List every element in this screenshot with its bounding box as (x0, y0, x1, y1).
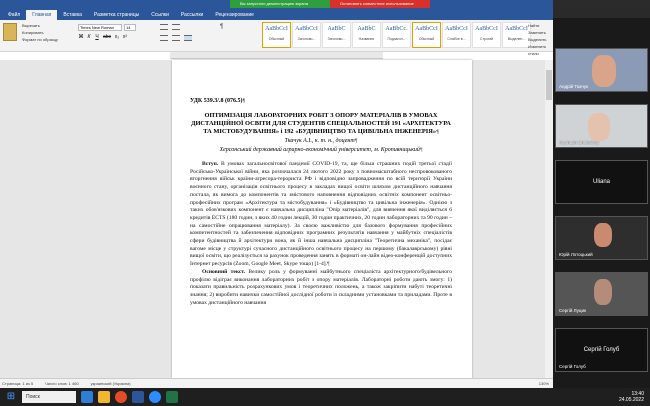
bullets-icon[interactable] (160, 24, 168, 30)
clock-time: 13:40 (631, 391, 644, 397)
system-clock[interactable] (619, 391, 650, 403)
word-icon[interactable] (132, 391, 144, 403)
author-line: Ткачук А.І., к. т. н., доцент¶ (284, 138, 358, 144)
screen-share-banner (230, 0, 430, 8)
align-left-icon[interactable] (160, 35, 168, 41)
paragraph-group (160, 24, 250, 44)
participant-name: Андрій Ткачук (559, 84, 588, 89)
participant-video (588, 113, 610, 141)
stop-share-button[interactable]: Остановить совместное использование (330, 0, 430, 8)
taskbar (0, 388, 650, 406)
style-title[interactable]: AaBbC Название (352, 22, 381, 48)
subscript-button[interactable]: x₂ (114, 34, 120, 40)
styles-gallery (262, 22, 531, 48)
tab-insert[interactable]: Вставка (63, 12, 82, 18)
underline-button[interactable]: Ч (95, 34, 99, 40)
select-button[interactable]: Выделить (528, 37, 547, 42)
clock-date: 24.05.2022 (618, 397, 644, 403)
panel-header[interactable] (553, 8, 650, 18)
vertical-scrollbar[interactable] (545, 60, 553, 378)
main-paragraph: Основний текст. Велику роль у формуванні майбутнього спеціаліста архітектурного/будівельного профілю відіграє виконання лабораторних робіт з опору матеріалів. Лабораторні роботи дають змогу: 1) показати правильність розрахункових умов і теоретичних положень, а також закріпити набуті теоретичні знання; 2) виробити навички самостійної дослідної роботи із складними установками та приладами. Проте в умовах дистанційного навчання (190, 268, 453, 306)
scroll-thumb[interactable] (546, 70, 552, 100)
participant-center-name: Uliana (592, 179, 610, 185)
udk-line: УДК 539.3/.8 (076.5)¶ (190, 98, 246, 104)
zoom-participants-panel (553, 8, 650, 388)
format-buttons (78, 34, 128, 40)
bold-button[interactable]: Ж (78, 34, 84, 40)
style-normal-2[interactable]: AaBbCcI Обычный (412, 22, 441, 48)
tab-home[interactable]: Главная (26, 10, 57, 20)
windows-start-icon[interactable]: ⊞ (6, 391, 16, 402)
replace-button[interactable]: Заменить (528, 30, 546, 35)
participant-video (594, 279, 612, 305)
affiliation-line: Херсонський державний аграрно-економічний університет, м. Кропивницький¶ (219, 147, 423, 153)
ribbon (0, 20, 553, 56)
font-size-select[interactable]: 14 (124, 24, 136, 31)
participant-video (592, 55, 616, 87)
document-page[interactable] (172, 60, 472, 378)
find-button[interactable]: Найти (528, 23, 540, 28)
style-subtle-emphasis[interactable]: AaBbCcI Слабое в... (442, 22, 471, 48)
style-subtitle[interactable]: AaBbCc. Подзагол... (382, 22, 411, 48)
task-view-icon[interactable] (81, 391, 93, 403)
tab-mailings[interactable]: Рассылки (180, 12, 204, 18)
copy-button[interactable]: Копировать (22, 30, 44, 35)
participant-video (594, 223, 612, 247)
intro-paragraph: Вступ. В умовах загальносвітової пандемії COVID-19, та, ще більш страшних подій третьої стадії Російсько-Української війни, яка розпочалася 24 лютого 2022 року з повномасштабного неспровокованого вторгнення військ країни-агресора-терориста РФ і відповідно запровадження по всій території України воєнного стану, організація освітнього процесу в закладах вищої освіти шляхом дистанційного навчання постала, як вимога до компонентів та змістового наповнення відповідних освітніх компонент освітньо-професійних програм «Архітектура та містобудування» і «Будівництво та цивільна інженерія». Однією з таких обов'язкових компонент є навчальна дисципліна "Опір матеріалів", для вивчення якої виділяється 6 кредитів ECTS (180 годин, з яких 40 годин лекцій, 30 годин практичних, 20 годин лабораторних та 90 годин – на самостійне опрацювання матеріалу). За своєю важливістю для базового формування професійних компетентностей та забезпечення відповідних програмних результатів навчання у майбутніх спеціалістів сфери будівництва й архітектури вона, як й інша навчальна дисципліна "Теоретична механіка", посідає вагоме місце у структурі сучасного дистанційного освітнього процесу на першому (бакалаврському) рівні вищої освіти, що реалізується за рахунок проведення занять в форматі он-лайн відео-конференцій доступних Інтернет ресурсів (Zoom, Google Meet, Skype тощо) [1-4].¶ (190, 161, 452, 268)
status-bar (0, 378, 553, 388)
ribbon-tabs (0, 8, 553, 20)
participant-tile[interactable] (555, 160, 648, 204)
sharing-status: Вы запустили демонстрацию экрана (230, 0, 330, 8)
zoom-icon[interactable] (149, 391, 161, 403)
participant-name: Сергій Голуб (559, 364, 586, 369)
align-center-icon[interactable] (172, 35, 180, 41)
style-strong[interactable]: AaBbCcI Строгий (472, 22, 501, 48)
pilcrow-icon[interactable]: ¶ (220, 24, 224, 30)
ruler[interactable] (170, 52, 383, 59)
word-count[interactable]: Число слов: 1 460 (45, 381, 79, 386)
participant-center-name: Сергій Голуб (583, 347, 620, 353)
italic-button[interactable]: К (87, 34, 91, 40)
paste-icon[interactable] (3, 23, 17, 41)
file-explorer-icon[interactable] (98, 391, 110, 403)
chrome-icon[interactable] (115, 391, 127, 403)
tab-file[interactable]: Файл (8, 12, 21, 18)
participant-tile[interactable] (555, 216, 648, 260)
paper-title: ОПТИМІЗАЦІЯ ЛАБОРАТОРНИХ РОБІТ З ОПОРУ МАТЕРІАЛІВ В УМОВАХ ДИСТАНЦІЙНОЇ ОСВІТИ ДЛЯ СТУДЕНТІВ СПЕЦІАЛЬНОСТЕЙ 191 «АРХІТЕКТУРА ТА МІСТОБУДУВАННЯ» і 192 «БУДІВНИЦТВО ТА ЦИВІЛЬНА ІНЖЕНЕРІЯ»¶ (191, 112, 451, 135)
page-count[interactable]: Страница: 1 из 5 (2, 381, 34, 386)
language[interactable]: украинский (Украина) (90, 381, 131, 386)
zoom-level[interactable]: 130% (538, 381, 549, 386)
participant-name: Mychailo Chekalkoy (559, 140, 600, 145)
participant-tile[interactable] (555, 104, 648, 148)
editing-group (528, 22, 550, 57)
tab-references[interactable]: Ссылки (151, 12, 169, 18)
participant-name: Юрій Лотоцький (559, 252, 593, 257)
document-canvas (0, 60, 553, 378)
numbering-icon[interactable] (172, 24, 180, 30)
superscript-button[interactable]: x² (122, 34, 128, 40)
tab-page-layout[interactable]: Разметка страницы (93, 12, 140, 18)
participant-tile[interactable] (555, 328, 648, 372)
participant-name: Сергій Луцик (559, 308, 586, 313)
excel-icon[interactable] (166, 391, 178, 403)
justify-icon[interactable] (184, 35, 192, 41)
style-heading1[interactable]: AaBbCcI Заголово... (292, 22, 321, 48)
format-painter-button[interactable]: Формат по образцу (22, 37, 58, 42)
style-normal[interactable]: AaBbCcI Обычный (262, 22, 291, 48)
participant-tile[interactable] (555, 48, 648, 92)
cut-button[interactable]: Вырезать (22, 23, 40, 28)
taskbar-search[interactable]: Поиск (22, 391, 76, 403)
strikethrough-button[interactable]: abc (102, 34, 112, 40)
style-emphasis[interactable]: AaBbCcI Выделен... (502, 22, 531, 48)
change-styles-button[interactable]: Изменить стили (528, 44, 547, 56)
participant-tile[interactable] (555, 272, 648, 316)
font-name-select[interactable]: Times New Roman (78, 24, 122, 31)
tab-review[interactable]: Рецензирование (215, 12, 254, 18)
style-heading2[interactable]: AaBbC Заголово... (322, 22, 351, 48)
